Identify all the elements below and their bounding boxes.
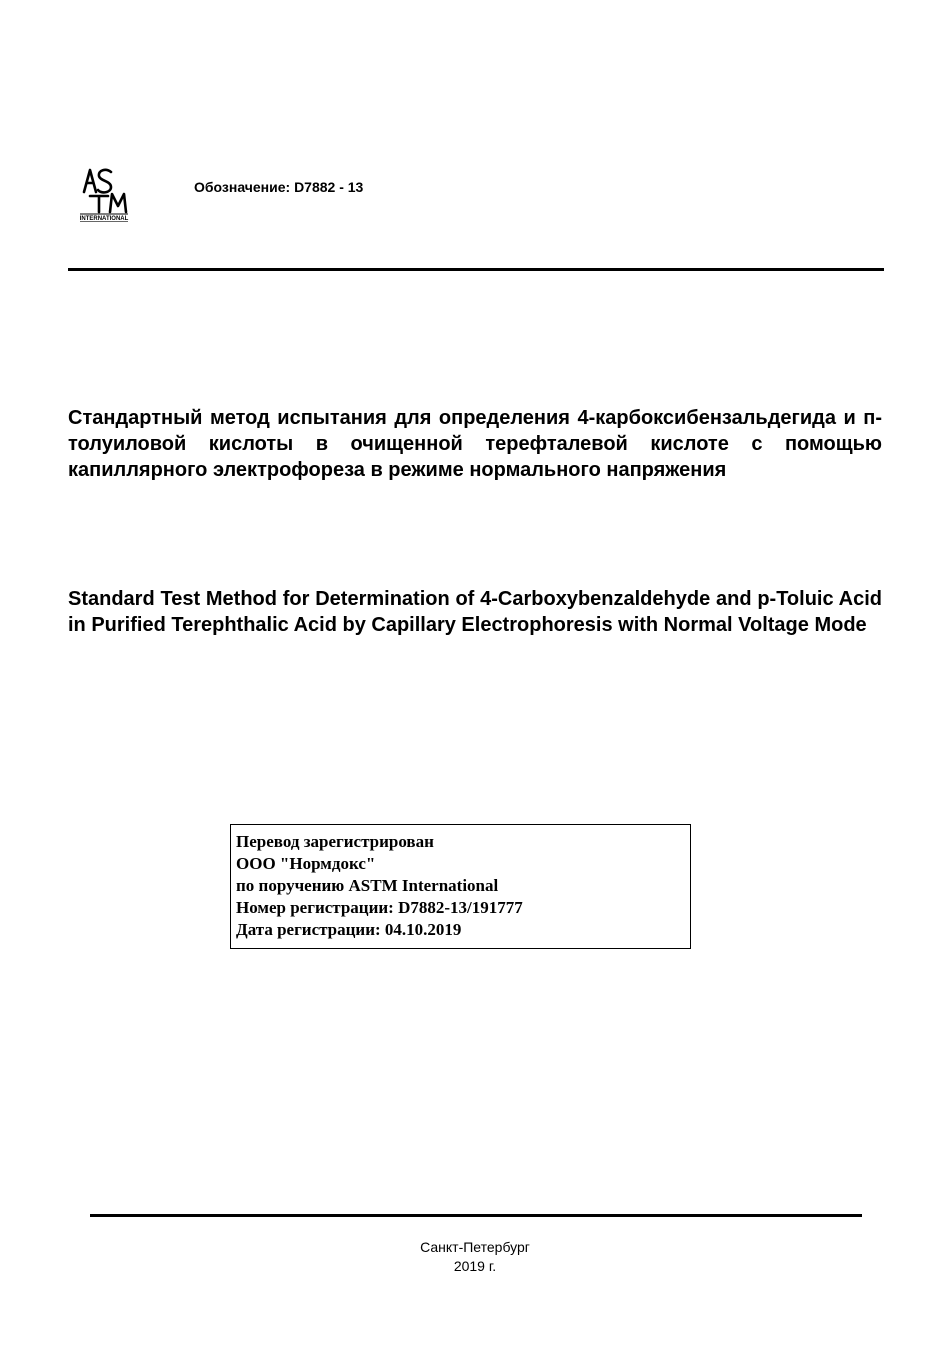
footer-divider (90, 1214, 862, 1217)
logo-subtitle: INTERNATIONAL (79, 216, 129, 222)
header-divider (68, 268, 884, 271)
footer-year: 2019 г. (453, 1258, 497, 1274)
registration-line: по поручению ASTM International (236, 876, 499, 895)
registration-line: ООО "Нормдокс" (236, 854, 376, 873)
registration-date: Дата регистрации: 04.10.2019 (236, 920, 462, 939)
document-title-english: Standard Test Method for Determination of 4-Carboxybenzaldehyde and p-Toluic Acid in Purified Terephthalic Acid by Capillary Electrophoresis with Normal Voltage Mode (68, 588, 882, 636)
footer-city: Санкт-Петербург (420, 1239, 530, 1255)
registration-box (230, 824, 691, 949)
footer (0, 1238, 950, 1276)
document-title-russian: Стандартный метод испытания для определения 4-карбоксибензальдегида и п-толуиловой кислоты в очищенной терефталевой кислоте с помощью капиллярного электрофореза в режиме нормального напряжения (68, 407, 882, 481)
designation: Обозначение: D7882 - 13 (194, 179, 364, 195)
registration-line: Перевод зарегистрирован (236, 832, 434, 851)
registration-number: Номер регистрации: D7882-13/191777 (236, 898, 523, 917)
astm-logo-icon (78, 166, 132, 222)
